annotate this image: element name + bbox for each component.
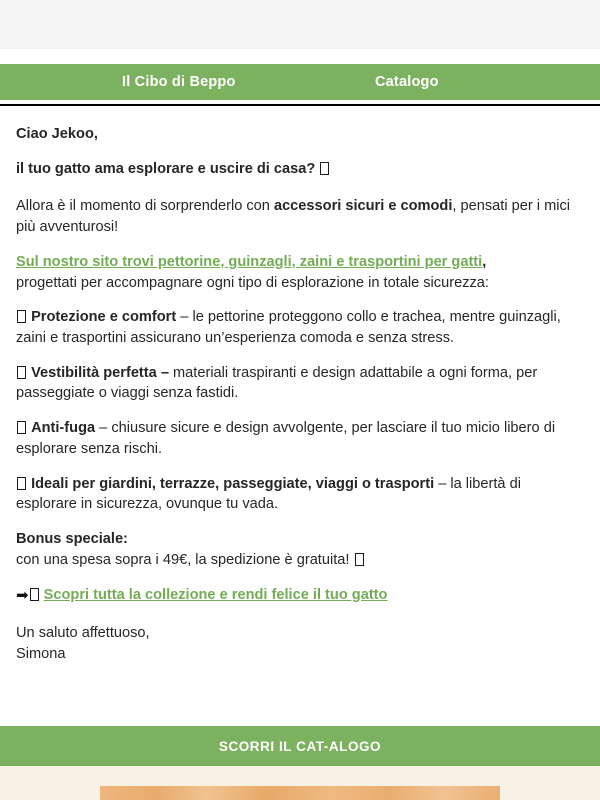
scroll-catalog-cta-label: SCORRI IL CAT-ALOGO bbox=[218, 738, 382, 754]
missing-glyph-box-icon bbox=[17, 310, 26, 323]
feature-separator: – bbox=[176, 309, 193, 326]
missing-glyph-box-icon bbox=[30, 588, 39, 601]
scroll-catalog-cta-bar[interactable] bbox=[0, 726, 600, 766]
missing-glyph-box-icon bbox=[17, 421, 26, 434]
cta-link-paragraph bbox=[16, 585, 584, 606]
nav-link-catalog[interactable]: Catalogo bbox=[375, 74, 439, 90]
feature-title: Ideali per giardini, terrazze, passeggiate, viaggi o trasporti bbox=[31, 475, 435, 492]
signoff-line-1: Un saluto affettuoso, bbox=[16, 624, 150, 641]
products-link-paragraph bbox=[16, 252, 584, 293]
missing-glyph-box-icon bbox=[17, 477, 26, 490]
client-top-strip bbox=[0, 0, 600, 49]
signoff-line-2: Simona bbox=[16, 645, 66, 662]
site-nav-bar bbox=[0, 64, 600, 100]
missing-glyph-box-icon bbox=[17, 366, 26, 379]
discover-collection-link[interactable]: Scopri tutta la collezione e rendi felice il tuo gatto bbox=[43, 586, 388, 603]
intro-text-before: Allora è il momento di sorprenderlo con bbox=[16, 198, 274, 215]
products-link-follow-text: progettati per accompagnare ogni tipo di esplorazione in totale sicurezza: bbox=[16, 274, 489, 291]
feature-description: le pettorine proteggono collo e trachea, mentre guinzagli, zaini e trasportini assicurano un’esperienza comoda e senza stress. bbox=[16, 309, 561, 347]
feature-description: la libertà di esplorare in sicurezza, ovunque tu vada. bbox=[16, 475, 521, 513]
nav-top-spacer bbox=[0, 49, 600, 64]
feature-title: Anti-fuga bbox=[31, 420, 96, 437]
feature-description: materiali traspiranti e design adattabile a ogni forma, per passeggiate o viaggi senza fastidi. bbox=[16, 364, 538, 402]
feature-separator: – bbox=[434, 475, 451, 492]
intro-paragraph bbox=[16, 196, 584, 237]
right-arrow-icon: ➡ bbox=[16, 586, 29, 604]
product-banner-image[interactable] bbox=[100, 786, 500, 800]
missing-glyph-box-icon bbox=[355, 553, 364, 566]
intro-text-after: , pensati per i mici più avventurosi! bbox=[16, 198, 571, 236]
feature-item-antifuga bbox=[16, 418, 584, 459]
intro-text-bold: accessori sicuri e comodi bbox=[273, 198, 453, 215]
email-body bbox=[0, 106, 600, 665]
feature-title: Protezione e comfort bbox=[31, 309, 177, 326]
signoff-paragraph bbox=[16, 623, 584, 665]
feature-description: chiusure sicure e design avvolgente, per lasciare il tuo micio libero di esplorare senza rischi. bbox=[16, 420, 556, 457]
missing-glyph-box-icon bbox=[320, 162, 329, 175]
bonus-paragraph bbox=[16, 529, 584, 570]
products-link-comma: , bbox=[482, 253, 487, 270]
feature-separator: – bbox=[95, 420, 112, 437]
footer-image-panel bbox=[0, 766, 600, 800]
nav-link-brand[interactable]: Il Cibo di Beppo bbox=[122, 74, 236, 90]
greeting-line bbox=[16, 124, 584, 145]
question-line bbox=[16, 159, 584, 180]
greeting-text: Ciao Jekoo, bbox=[16, 126, 98, 142]
question-text: il tuo gatto ama esplorare e uscire di casa? bbox=[16, 160, 316, 177]
products-catalog-link[interactable]: Sul nostro sito trovi pettorine, guinzagli, zaini e trasportini per gatti bbox=[16, 253, 483, 270]
feature-item-ideali bbox=[16, 474, 584, 515]
bonus-title: Bonus speciale: bbox=[16, 531, 128, 548]
feature-item-vestibilita bbox=[16, 363, 584, 404]
feature-item-protezione bbox=[16, 307, 584, 348]
feature-title: Vestibilità perfetta – bbox=[31, 364, 169, 381]
bonus-text: con una spesa sopra i 49€, la spedizione è gratuita! bbox=[16, 551, 350, 568]
